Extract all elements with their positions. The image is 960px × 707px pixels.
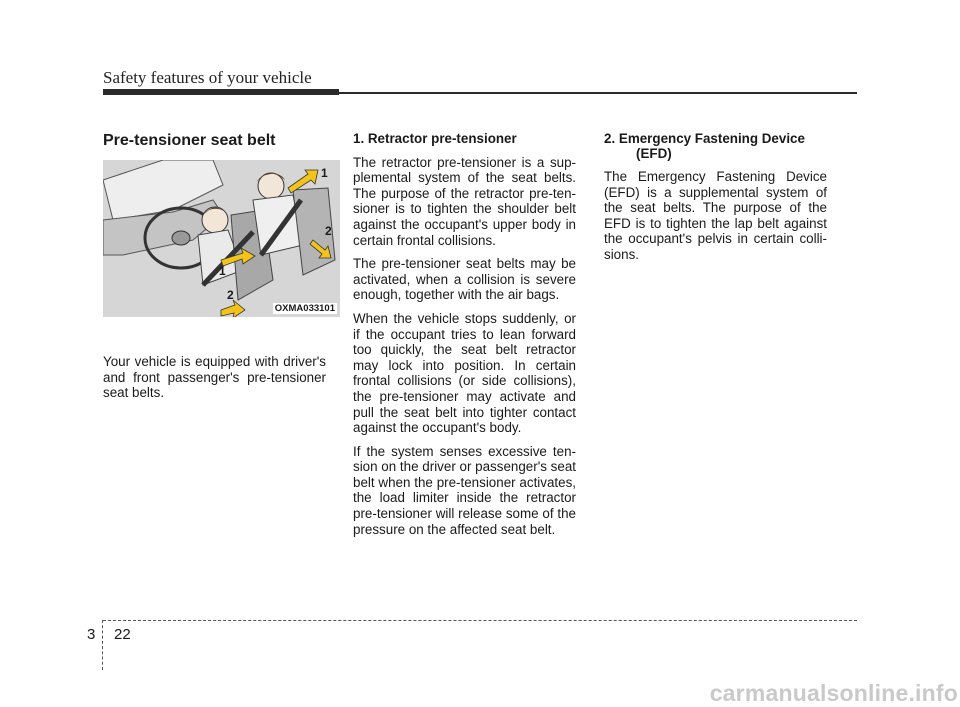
- section-title: Pre-tensioner seat belt: [103, 132, 276, 149]
- left-body: [103, 354, 326, 401]
- figure-marker: 2: [227, 288, 234, 302]
- car-interior-drawing: [103, 160, 340, 317]
- retractor-subtitle: 1. Retractor pre-tensioner: [353, 131, 517, 146]
- middle-paragraph: The pre-tensioner seat belts may be activated, when a collision is severe enough, together with the air bags.: [353, 256, 576, 303]
- figure-caption: OXMA033101: [274, 303, 335, 314]
- right-column: [604, 131, 827, 271]
- middle-paragraph: The retractor pre-tensioner is a sup-plemental system of the seat belts. The purpose of the retractor pre-ten-sioner is to tighten the shoulder belt against the occupant's upper body in certain frontal collisions.: [353, 154, 576, 248]
- seat-belt-illustration: [103, 160, 340, 317]
- left-column: [103, 131, 326, 151]
- footer-divider: [102, 620, 103, 670]
- left-paragraph: Your vehicle is equipped with driver's and front passenger's pre-tensioner seat belts.: [103, 354, 326, 401]
- footer-rule: [103, 620, 857, 621]
- header-rule: [103, 92, 857, 94]
- chapter-number: 3: [87, 626, 96, 643]
- page-header-title: Safety features of your vehicle: [103, 68, 312, 87]
- figure-marker: 1: [321, 166, 328, 180]
- figure-marker: 2: [325, 224, 332, 238]
- middle-paragraph: When the vehicle stops suddenly, or if the occupant tries to lean forward too quickly, the seat belt retractor may lock into position. In certain frontal collisions (or side collisions), the pre-tensioner may activate and pull the seat belt into tighter contact against the occupant's body.: [353, 310, 576, 436]
- efd-subtitle: 2. Emergency Fastening Device (EFD): [604, 131, 805, 161]
- middle-paragraph: If the system senses excessive ten-sion on the driver or passenger's seat belt when the pre-tensioner activates, the load limiter inside the retractor pre-tensioner will release some of the pressure on the affected seat belt.: [353, 443, 576, 537]
- figure-marker: 1: [219, 264, 226, 278]
- watermark: carmanualsonline.info: [709, 680, 958, 706]
- right-paragraph: The Emergency Fastening Device (EFD) is a supplemental system of the seat belts. The purpose of the EFD is to tighten the lap belt against the occupant's pelvis in certain colli-sions.: [604, 169, 827, 262]
- middle-column: [353, 131, 576, 545]
- page-number: 22: [114, 626, 131, 643]
